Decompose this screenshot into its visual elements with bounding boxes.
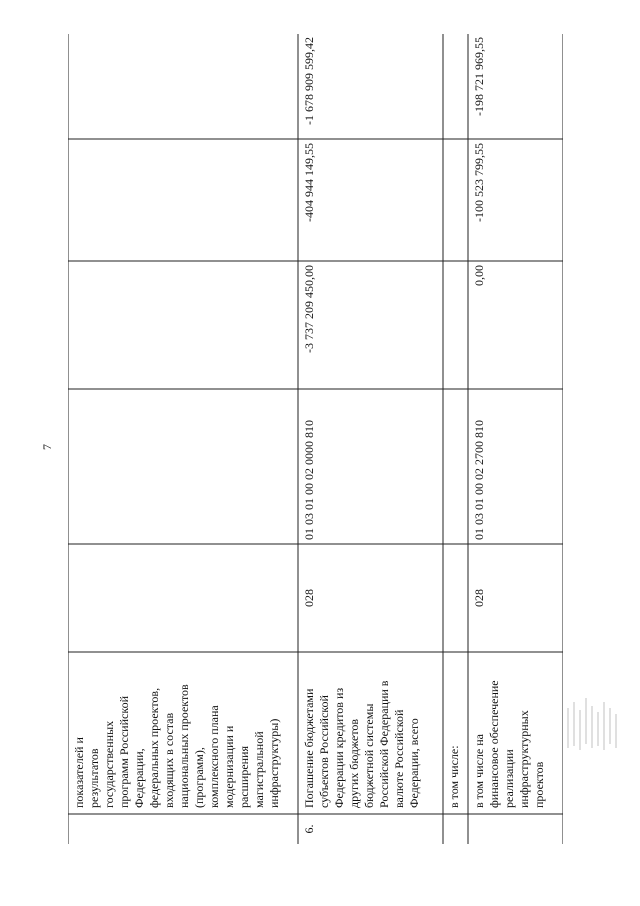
row-3-budget-code: 01 03 01 00 02 2700 810 [472,420,486,540]
row-1-value-3: -1 678 909 599,42 [302,37,316,125]
row-3-value-1: 0,00 [472,265,486,286]
row-1-name: Погашение бюджетами субъектов Российской Федерации кредитов из других бюджетов бюджетной системы Российской Федерации в валюте Российской Федерации, всего [302,680,421,808]
row-1-number: 6. [302,824,316,834]
faint-stamp-mark [558,688,628,758]
page-number: 7 [40,444,54,450]
row-3-name: в том числе на финансовое обеспечение реализации инфраструктурных проектов [472,680,546,808]
row-1-value-2: -404 944 149,55 [302,143,316,222]
row-0-name: показателей и результатов государственных программ Российской Федерации, федеральных проектов, входящих в состав национальных проектов (программ), комплексного плана модернизации и расширения магистральной инфраструктуры) [72,684,281,808]
row-2-name: в том числе: [447,745,461,808]
budget-table [68,34,563,844]
row-3-admin-code: 028 [472,589,486,607]
row-3-value-2: -100 523 799,55 [472,143,486,222]
row-1-admin-code: 028 [302,589,316,607]
row-3-value-3: -198 721 969,55 [472,37,486,116]
row-1-budget-code: 01 03 01 00 02 0000 810 [302,420,316,540]
row-1-value-1: -3 737 209 450,00 [302,265,316,353]
